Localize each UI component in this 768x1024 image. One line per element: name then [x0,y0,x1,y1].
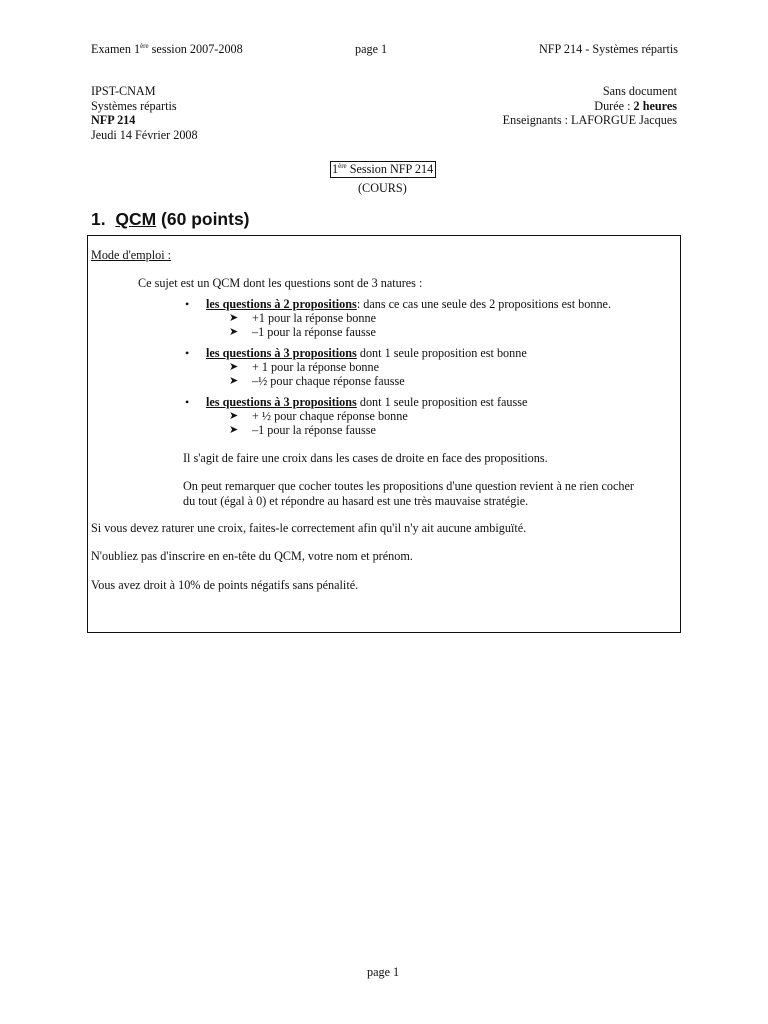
arrow-icon: ➤ [229,424,239,436]
scoring-rule: –1 pour la réponse fausse [252,423,376,437]
scoring-rule: +1 pour la réponse bonne [252,311,376,325]
teachers: Enseignants : LAFORGUE Jacques [502,113,677,127]
course-code: NFP 214 [91,113,136,127]
scoring-rule: + 1 pour la réponse bonne [252,360,380,374]
bullet-icon: • [185,297,190,311]
arrow-icon: ➤ [229,361,239,373]
duration: Durée : 2 heures [594,98,677,113]
scoring-rule: –1 pour la réponse fausse [252,325,376,339]
arrow-icon: ➤ [229,410,239,422]
header-page-number: page 1 [355,42,388,56]
question-type-3: les questions à 3 propositions dont 1 seule proposition est fausse [206,395,528,409]
info-left [91,84,198,142]
header-course-title: NFP 214 - Systèmes répartis [538,42,678,56]
section-title: 1. QCM (60 points) [91,209,250,229]
header-exam-session: Examen 1ère session 2007-2008 [91,42,243,56]
session-label: 1ère Session NFP 214 [330,161,436,178]
arrow-icon: ➤ [229,312,239,324]
arrow-icon: ➤ [229,375,239,387]
arrow-icon: ➤ [229,326,239,338]
scoring-rule: + ½ pour chaque réponse bonne [252,409,408,423]
instruction-paragraph: On peut remarquer que cocher toutes les propositions d'une question revient à ne rien cocher [183,479,634,493]
cours-label: (COURS) [358,181,407,195]
question-type-2: les questions à 3 propositions dont 1 seule proposition est bonne [206,346,527,360]
institution: IPST-CNAM [91,84,156,98]
bullet-icon: • [185,346,190,360]
instructions-box [87,235,681,633]
instructions-title: Mode d'emploi : [91,248,172,262]
scoring-rule: –½ pour chaque réponse fausse [252,374,405,388]
instruction-paragraph: N'oubliez pas d'inscrire en en-tête du QCM, votre nom et prénom. [91,549,413,563]
info-right [503,84,677,128]
document-policy: Sans document [602,84,677,98]
course-name: Systèmes répartis [91,98,177,113]
bullet-icon: • [185,395,190,409]
footer-page-number: page 1 [367,965,400,979]
instruction-paragraph: Vous avez droit à 10% de points négatifs sans pénalité. [91,578,359,592]
question-type-1: les questions à 2 propositions: dans ce cas une seule des 2 propositions est bonne. [206,297,612,311]
instruction-paragraph: du tout (égal à 0) et répondre au hasard est une très mauvaise stratégie. [183,494,529,508]
exam-date: Jeudi 14 Février 2008 [91,127,198,142]
instructions-intro: Ce sujet est un QCM dont les questions sont de 3 natures : [138,276,423,290]
instruction-paragraph: Il s'agit de faire une croix dans les cases de droite en face des propositions. [183,451,548,465]
instruction-paragraph: Si vous devez raturer une croix, faites-le correctement afin qu'il n'y ait aucune ambiguïté. [91,521,527,535]
